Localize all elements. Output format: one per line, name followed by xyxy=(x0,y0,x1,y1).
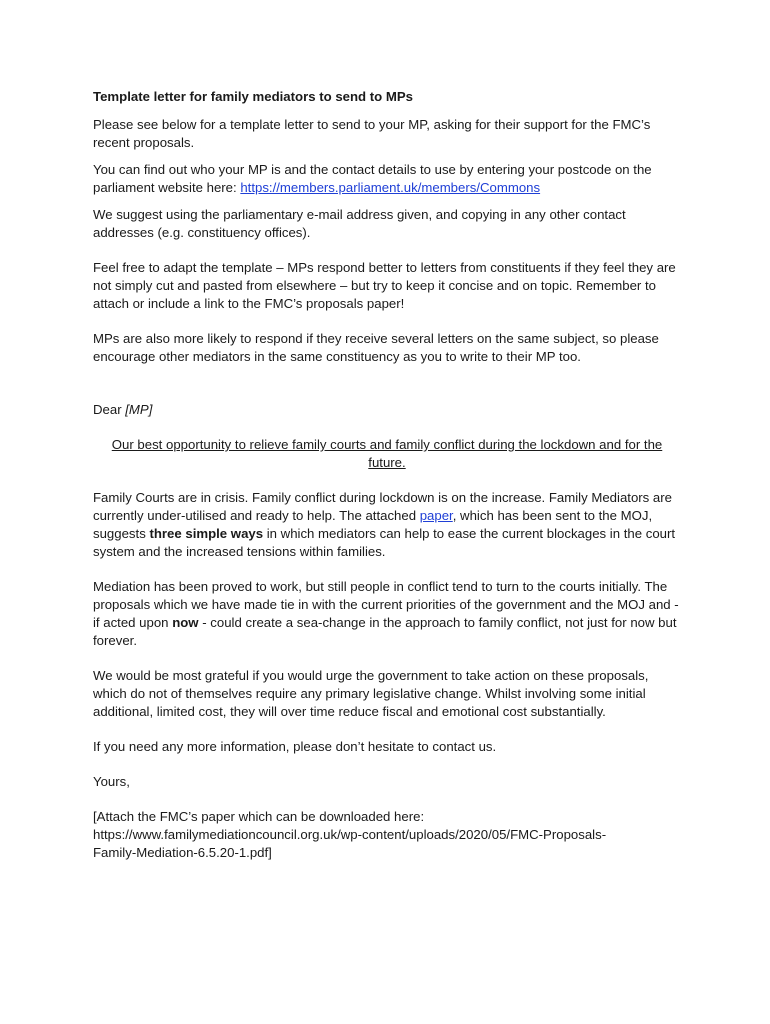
document-body xyxy=(93,88,681,862)
find-mp-text: You can find out who your MP is and the contact details to use by entering your postcode on the parliament website here: xyxy=(93,162,652,195)
paper-link[interactable]: paper xyxy=(419,508,453,523)
para2-text-a: Mediation has been proved to work, but still people in conflict tend to turn to the courts initially. The proposals which we have made tie in with the current priorities of the government and the MOJ and - if acted upon xyxy=(93,579,679,630)
adapt-template-paragraph: Feel free to adapt the template – MPs respond better to letters from constituents if they feel they are not simply cut and pasted from elsewhere – but try to keep it concise and on topic. Remember to attach or include a link to the FMC’s proposals paper! xyxy=(93,260,676,311)
letter-paragraph-1 xyxy=(93,489,681,561)
attach-note-line-2: https://www.familymediationcouncil.org.uk/wp-content/uploads/2020/05/FMC-Proposals- xyxy=(93,827,607,842)
closing: Yours, xyxy=(93,774,130,789)
intro-paragraph: Please see below for a template letter to send to your MP, asking for their support for the FMC’s recent proposals. xyxy=(93,117,651,150)
salutation xyxy=(93,401,681,419)
para1-text-a: Family Courts are in crisis. Family conflict during lockdown is on the increase. Family Mediators are currently under-utilised and ready to help. The attached xyxy=(93,490,672,523)
para2-text-b: - could create a sea-change in the approach to family conflict, not just for now but forever. xyxy=(93,615,677,648)
encourage-paragraph: MPs are also more likely to respond if they receive several letters on the same subject, so please encourage other mediators in the same constituency as you to write to their MP too. xyxy=(93,331,659,364)
document-title: Template letter for family mediators to send to MPs xyxy=(93,89,413,104)
letter-paragraph-2 xyxy=(93,578,681,650)
parliament-members-link[interactable]: https://members.parliament.uk/members/Commons xyxy=(240,180,541,195)
find-mp-paragraph xyxy=(93,161,681,197)
mp-placeholder: [MP] xyxy=(125,402,153,417)
para1-text-b: , which has been sent to the MOJ, suggests xyxy=(93,508,653,541)
attach-note-line-3: Family-Mediation-6.5.20-1.pdf] xyxy=(93,845,272,860)
letter-paragraph-3: We would be most grateful if you would urge the government to take action on these proposals, which do not of themselves require any primary legislative change. Whilst involving some initial additional, limited cost, they will over time reduce fiscal and emotional cost substantially. xyxy=(93,668,649,719)
salutation-prefix: Dear xyxy=(93,402,126,417)
para1-bold: three simple ways xyxy=(149,526,264,541)
letter-subject: Our best opportunity to relieve family courts and family conflict during the lockdown and for the future. xyxy=(111,437,663,470)
para2-bold: now xyxy=(172,615,199,630)
suggest-email-paragraph: We suggest using the parliamentary e-mail address given, and copying in any other contact addresses (e.g. constituency offices). xyxy=(93,207,626,240)
attach-note-line-1: [Attach the FMC’s paper which can be downloaded here: xyxy=(93,809,425,824)
letter-paragraph-4: If you need any more information, please don’t hesitate to contact us. xyxy=(93,739,497,754)
para1-text-c: in which mediators can help to ease the current blockages in the court system and the increased tensions within families. xyxy=(93,526,676,559)
